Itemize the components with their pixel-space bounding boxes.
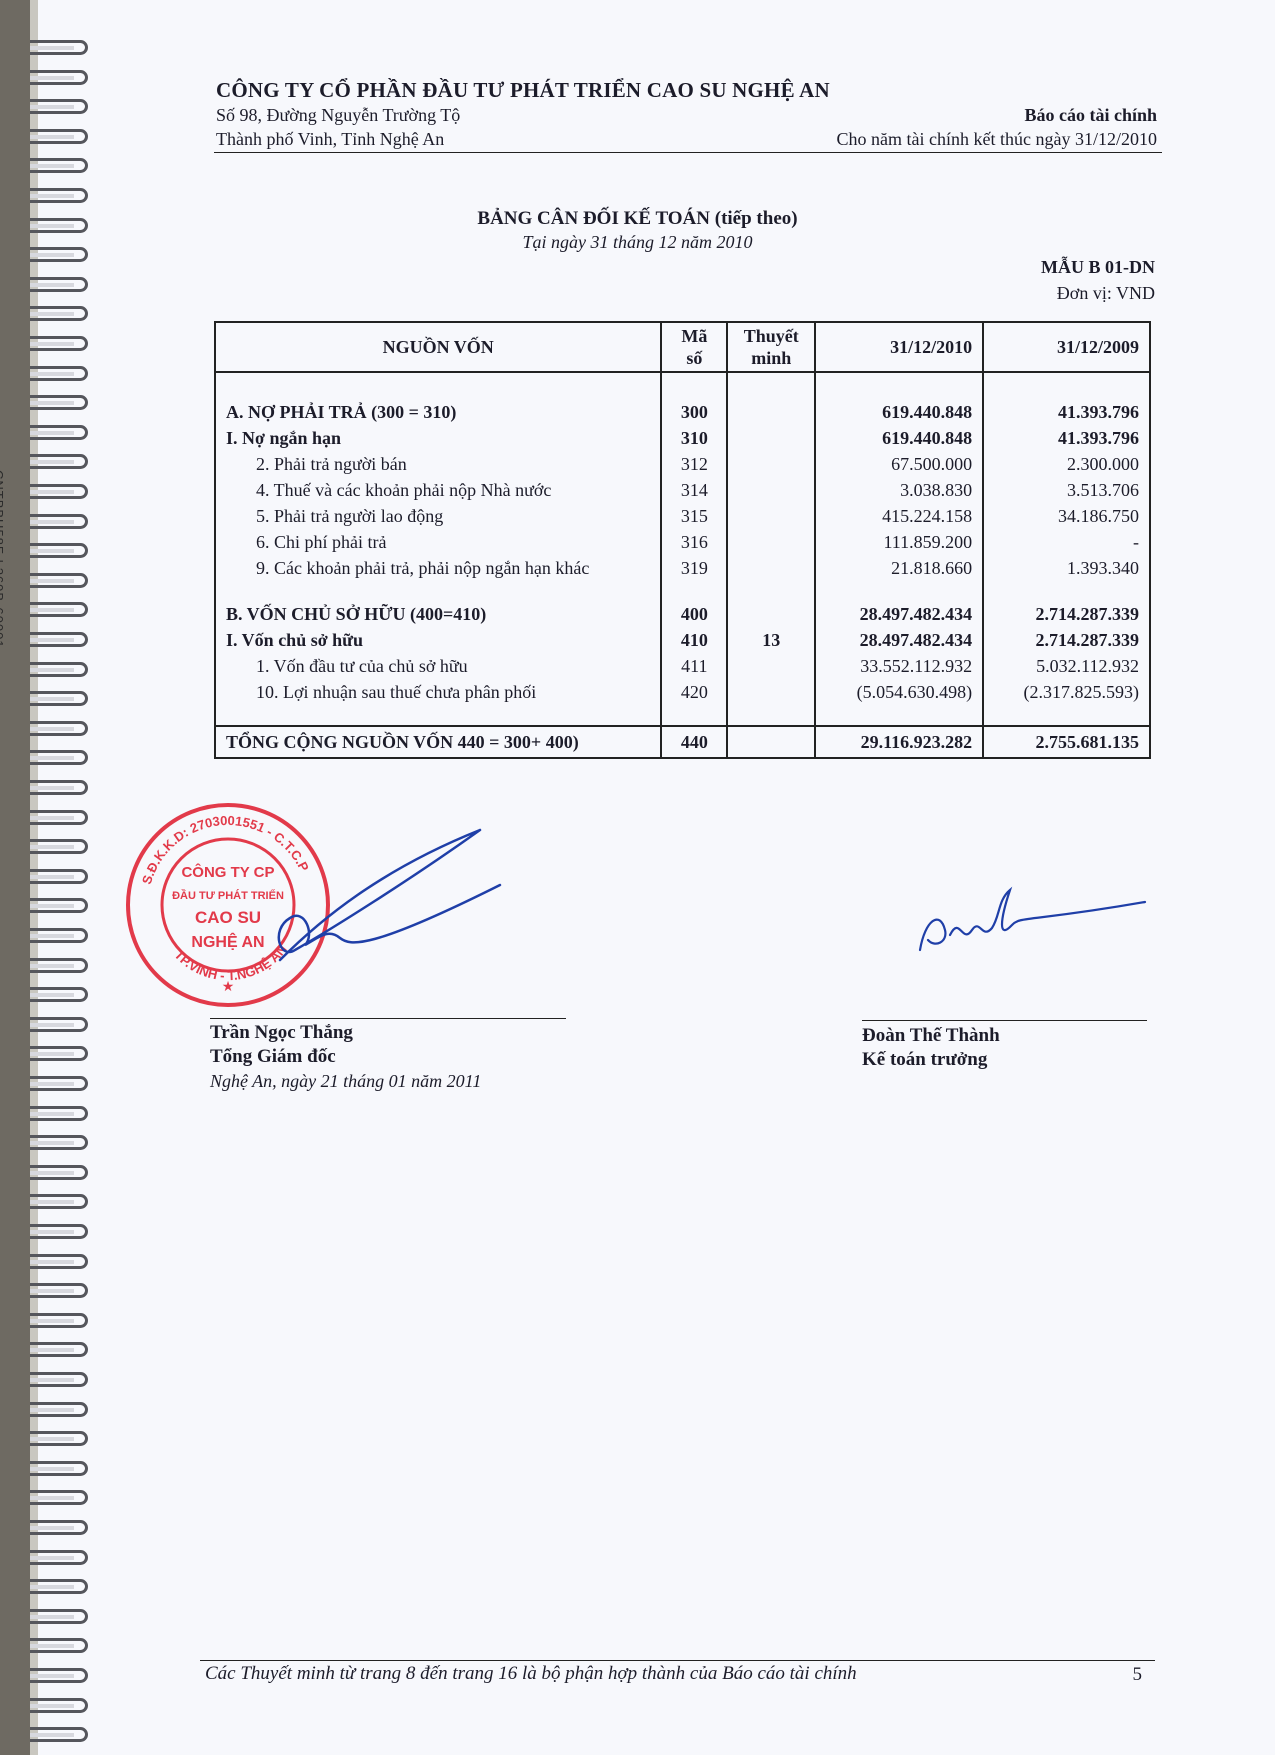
spiral-ring: [30, 1550, 88, 1565]
row-code: 316: [661, 529, 727, 555]
row-code: 400: [661, 601, 727, 627]
row-value-2009: -: [983, 529, 1150, 555]
total-value-2009: 2.755.681.135: [983, 726, 1150, 758]
spiral-ring: [30, 573, 88, 588]
spiral-ring: [30, 1017, 88, 1032]
director-signature-line: [210, 1018, 566, 1019]
spiral-ring: [30, 99, 88, 114]
row-code: 312: [661, 451, 727, 477]
col-header-2009: 31/12/2009: [983, 322, 1150, 372]
spiral-ring: [30, 1254, 88, 1269]
spiral-ring: [30, 869, 88, 884]
footer-note: Các Thuyết minh từ trang 8 đến trang 16 là bộ phận hợp thành của Báo cáo tài chính: [205, 1663, 857, 1684]
spiral-ring: [30, 839, 88, 854]
row-note: [727, 679, 815, 705]
row-value-2010: 3.038.830: [815, 477, 983, 503]
table-row: [215, 601, 1150, 627]
spiral-ring: [30, 721, 88, 736]
spiral-ring: [30, 336, 88, 351]
row-label: 1. Vốn đầu tư của chủ sở hữu: [215, 653, 661, 679]
total-note: [727, 726, 815, 758]
spiral-ring: [30, 40, 88, 55]
row-value-2009: 2.714.287.339: [983, 627, 1150, 653]
page-number: 5: [1132, 1664, 1142, 1685]
spiral-ring: [30, 1431, 88, 1446]
table-row: [215, 425, 1150, 451]
accountant-signature: [900, 870, 1150, 970]
row-value-2009: 5.032.112.932: [983, 653, 1150, 679]
balance-sheet-table: [214, 321, 1151, 759]
table-row: [215, 653, 1150, 679]
stamp-outer-text: S.Đ.K.K.D: 2703001551 - C.T.C.P: [138, 812, 312, 887]
row-label: 2. Phải trả người bán: [215, 451, 661, 477]
table-row: [215, 627, 1150, 653]
row-code: 315: [661, 503, 727, 529]
row-label: 10. Lợi nhuận sau thuế chưa phân phối: [215, 679, 661, 705]
table-row: [215, 399, 1150, 425]
director-signature: [210, 810, 510, 990]
accountant-signature-line: [862, 1020, 1147, 1021]
company-address-line2: Thành phố Vinh, Tỉnh Nghệ An: [216, 129, 445, 149]
row-note: [727, 503, 815, 529]
accountant-name: Đoàn Thế Thành: [862, 1025, 1000, 1046]
spiral-ring: [30, 1609, 88, 1624]
statement-subtitle: Tại ngày 31 tháng 12 năm 2010: [522, 232, 753, 252]
company-address-line1: Số 98, Đường Nguyễn Trường Tộ: [216, 105, 461, 125]
row-note: [727, 451, 815, 477]
table-row: [215, 529, 1150, 555]
footer-rule: [200, 1660, 1155, 1661]
spiral-ring: [30, 70, 88, 85]
row-label: 9. Các khoản phải trả, phải nộp ngắn hạn khác: [215, 555, 661, 581]
spiral-ring: [30, 1372, 88, 1387]
spacer-row: [215, 581, 1150, 601]
place-date: Nghệ An, ngày 21 tháng 01 năm 2011: [210, 1071, 482, 1091]
spiral-ring: [30, 1283, 88, 1298]
spiral-ring: [30, 514, 88, 529]
row-value-2010: 111.859.200: [815, 529, 983, 555]
total-row: [215, 726, 1150, 758]
spiral-ring: [30, 306, 88, 321]
spiral-ring: [30, 1727, 88, 1742]
spiral-ring: [30, 158, 88, 173]
spiral-ring: [30, 1668, 88, 1683]
row-label: I. Nợ ngắn hạn: [215, 425, 661, 451]
spiral-ring: [30, 1638, 88, 1653]
spiral-ring: [30, 987, 88, 1002]
binding-label: [0, 470, 6, 490]
row-note: 13: [727, 627, 815, 653]
spiral-ring: [30, 1165, 88, 1180]
table-row: [215, 477, 1150, 503]
spiral-ring: [30, 1461, 88, 1476]
row-value-2010: 28.497.482.434: [815, 627, 983, 653]
spiral-ring: [30, 454, 88, 469]
table-row: [215, 451, 1150, 477]
row-code: 319: [661, 555, 727, 581]
col-header-code: Mã số: [661, 322, 727, 372]
table-row: [215, 679, 1150, 705]
spiral-ring: [30, 129, 88, 144]
stamp-line2: ĐẦU TƯ PHÁT TRIỂN: [172, 890, 284, 902]
spiral-ring: [30, 1579, 88, 1594]
stamp-line4: NGHỆ AN: [191, 934, 265, 951]
stamp-bottom-text: TP.VINH - T.NGHỆ AN: [171, 941, 290, 984]
report-period: Cho năm tài chính kết thúc ngày 31/12/2010: [836, 129, 1157, 149]
spiral-ring: [30, 958, 88, 973]
row-code: 314: [661, 477, 727, 503]
table-row: [215, 503, 1150, 529]
row-value-2009: (2.317.825.593): [983, 679, 1150, 705]
spiral-ring: [30, 1106, 88, 1121]
binding-spine: [0, 0, 30, 1755]
total-value-2010: 29.116.923.282: [815, 726, 983, 758]
spiral-ring: [30, 750, 88, 765]
row-value-2009: 2.300.000: [983, 451, 1150, 477]
row-note: [727, 399, 815, 425]
form-code: MẪU B 01-DN: [1041, 257, 1155, 277]
row-label: 4. Thuế và các khoản phải nộp Nhà nước: [215, 477, 661, 503]
spiral-ring: [30, 395, 88, 410]
row-value-2009: 3.513.706: [983, 477, 1150, 503]
col-header-note: Thuyết minh: [727, 322, 815, 372]
report-title: Báo cáo tài chính: [1024, 105, 1157, 125]
row-value-2010: 619.440.848: [815, 425, 983, 451]
spiral-ring: [30, 1313, 88, 1328]
spiral-ring: [30, 632, 88, 647]
spiral-ring: [30, 366, 88, 381]
row-value-2010: 33.552.112.932: [815, 653, 983, 679]
total-label: TỔNG CỘNG NGUỒN VỐN 440 = 300+ 400): [215, 726, 661, 758]
spiral-ring: [30, 691, 88, 706]
spiral-ring: [30, 1194, 88, 1209]
table-row: [215, 555, 1150, 581]
row-value-2009: 41.393.796: [983, 425, 1150, 451]
spiral-ring: [30, 1490, 88, 1505]
row-code: 310: [661, 425, 727, 451]
row-code: 410: [661, 627, 727, 653]
spiral-ring: [30, 662, 88, 677]
spiral-ring: [30, 780, 88, 795]
stamp-star: ★: [221, 980, 235, 995]
row-code: 411: [661, 653, 727, 679]
spiral-ring: [30, 1046, 88, 1061]
col-header-2010: 31/12/2010: [815, 322, 983, 372]
row-value-2010: 67.500.000: [815, 451, 983, 477]
spiral-ring: [30, 1076, 88, 1091]
row-value-2009: 34.186.750: [983, 503, 1150, 529]
spiral-ring: [30, 1520, 88, 1535]
row-value-2010: 619.440.848: [815, 399, 983, 425]
spiral-ring: [30, 602, 88, 617]
spiral-ring: [30, 543, 88, 558]
spiral-ring: [30, 188, 88, 203]
total-code: 440: [661, 726, 727, 758]
row-note: [727, 653, 815, 679]
row-label: A. NỢ PHẢI TRẢ (300 = 310): [215, 399, 661, 425]
statement-title: BẢNG CÂN ĐỐI KẾ TOÁN (tiếp theo): [477, 208, 798, 229]
row-code: 300: [661, 399, 727, 425]
row-value-2009: 41.393.796: [983, 399, 1150, 425]
director-title: Tổng Giám đốc: [210, 1046, 336, 1067]
row-value-2010: 28.497.482.434: [815, 601, 983, 627]
spiral-ring: [30, 898, 88, 913]
row-value-2010: (5.054.630.498): [815, 679, 983, 705]
spiral-ring: [30, 425, 88, 440]
spiral-ring: [30, 1224, 88, 1239]
row-value-2010: 21.818.660: [815, 555, 983, 581]
table-header-row: [215, 322, 1150, 372]
row-value-2010: 415.224.158: [815, 503, 983, 529]
spacer-row: [215, 705, 1150, 726]
row-label: I. Vốn chủ sở hữu: [215, 627, 661, 653]
spiral-ring: [30, 1342, 88, 1357]
spiral-ring: [30, 928, 88, 943]
row-label: 5. Phải trả người lao động: [215, 503, 661, 529]
row-note: [727, 529, 815, 555]
spiral-ring: [30, 1135, 88, 1150]
header-rule: [214, 152, 1162, 153]
row-label: B. VỐN CHỦ SỞ HỮU (400=410): [215, 601, 661, 627]
row-label: 6. Chi phí phải trả: [215, 529, 661, 555]
spiral-ring: [30, 484, 88, 499]
currency-unit: Đơn vị: VND: [1056, 283, 1155, 303]
stamp-line3: CAO SU: [194, 908, 262, 927]
col-header-source: NGUỒN VỐN: [215, 322, 661, 372]
accountant-title: Kế toán trưởng: [862, 1049, 988, 1070]
stamp-line1: CÔNG TY CP: [181, 864, 275, 881]
row-note: [727, 425, 815, 451]
row-note: [727, 601, 815, 627]
spiral-ring: [30, 277, 88, 292]
spiral-ring: [30, 1698, 88, 1713]
row-note: [727, 477, 815, 503]
spiral-ring: [30, 1402, 88, 1417]
row-value-2009: 1.393.340: [983, 555, 1150, 581]
row-note: [727, 555, 815, 581]
row-value-2009: 2.714.287.339: [983, 601, 1150, 627]
director-name: Trần Ngọc Thắng: [210, 1022, 353, 1043]
spiral-ring: [30, 810, 88, 825]
row-code: 420: [661, 679, 727, 705]
company-name: CÔNG TY CỔ PHẦN ĐẦU TƯ PHÁT TRIỂN CAO SU NGHỆ AN: [216, 78, 830, 102]
